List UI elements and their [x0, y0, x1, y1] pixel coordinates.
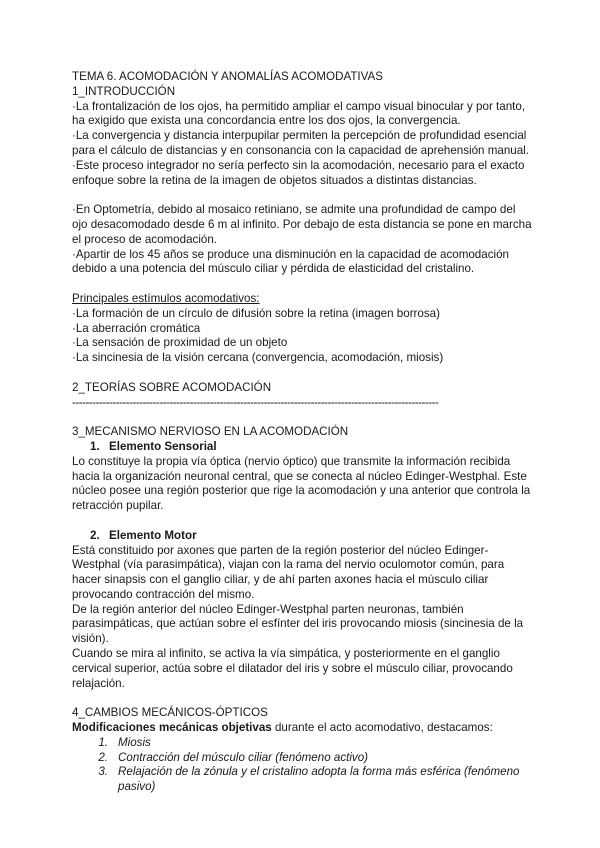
- subheading-number: 2.: [90, 528, 100, 542]
- stimulus-item: ·La formación de un círculo de difusión sobre la retina (imagen borrosa): [72, 306, 440, 320]
- list-number: 2.: [98, 750, 108, 764]
- intro-paragraph: ·Apartir de los 45 años se produce una disminución en la capacidad de acomodación debido a una potencia del músculo ciliar y pérdida de elasticidad del cristalino.: [72, 247, 509, 276]
- stimuli-heading: Principales estímulos acomodativos:: [72, 291, 260, 305]
- intro-paragraph: ·La convergencia y distancia interpupilar permiten la percepción de profundidad esencial para el cálculo de distancias y en consonancia con la capacidad de aprehensión manual.: [72, 129, 529, 157]
- section-2-divider: -------------------------------------------------------------------------------------------------------------: [72, 395, 439, 409]
- intro-paragraph: ·La frontalización de los ojos, ha permitido ampliar el campo visual binocular y por tanto, ha exigido que exista una concordancia entre los dos ojos, la convergencia.: [72, 99, 526, 128]
- section-4-heading: 4_CAMBIOS MECÁNICOS-ÓPTICOS: [72, 706, 268, 720]
- motor-paragraph: Está constituido por axones que parten de la región posterior del núcleo Edinger-Westphal (vía parasimpática), viajan con la rama del nervio oculomotor común, para hacer sinapsis con el ganglio ciliar, y de ahí parten axones hacia el músculo ciliar provocando contracción del mismo.: [72, 543, 505, 601]
- intro-rest-text: durante el acto acomodativo, destacamos:: [271, 721, 493, 735]
- list-number: 1.: [98, 735, 108, 749]
- list-text: Relajación de la zónula y el cristalino adopta la forma más esférica (fenómeno pasivo): [118, 765, 520, 794]
- subheading-title: Elemento Motor: [109, 528, 197, 542]
- document-title: TEMA 6. ACOMODACIÓN Y ANOMALÍAS ACOMODATIVAS: [72, 70, 383, 83]
- section-1-heading: 1_INTRODUCCIÓN: [72, 84, 176, 98]
- sensory-paragraph: Lo constituye la propia vía óptica (nervio óptico) que transmite la información recibida hacia la organización neuronal central, que se conecta al núcleo Edinger-Westphal. Este núcleo posee una región posterior que rige la acomodación y una anterior que controla la retracción pupilar.: [72, 454, 531, 513]
- subheading-number: 1.: [90, 439, 100, 453]
- stimulus-item: ·La sincinesia de la visión cercana (convergencia, acomodación, miosis): [72, 351, 444, 365]
- section-4-intro: [72, 721, 532, 736]
- subheading-motor: [90, 529, 532, 544]
- section-3-heading: 3_MECANISMO NERVIOSO EN LA ACOMODACIÓN: [72, 425, 349, 439]
- list-number: 3.: [98, 765, 108, 779]
- subheading-sensory: [90, 440, 532, 455]
- list-text: Miosis: [118, 735, 151, 749]
- motor-paragraph: Cuando se mira al infinito, se activa la vía simpática, y posteriormente en el ganglio cervical superior, actúa sobre el dilatador del iris y sobre el músculo ciliar, provocando relajación.: [72, 647, 513, 690]
- list-item: [72, 765, 532, 795]
- document-page: [72, 70, 532, 795]
- subheading-title: Elemento Sensorial: [109, 439, 217, 453]
- intro-paragraph: ·Este proceso integrador no sería perfecto sin la acomodación, necesario para el exacto enfoque sobre la retina de la imagen de objetos situados a distintas distancias.: [72, 158, 525, 187]
- stimulus-item: ·La aberración cromática: [72, 321, 201, 335]
- motor-paragraph: De la región anterior del núcleo Edinger-Westphal parten neuronas, también parasimpáticas, que actúan sobre el esfínter del iris provocando miosis (sincinesia de la visión).: [72, 602, 524, 646]
- list-item: [72, 736, 532, 751]
- list-text: Contracción del músculo ciliar (fenómeno activo): [118, 750, 369, 764]
- list-item: [72, 751, 532, 766]
- intro-paragraph: ·En Optometría, debido al mosaico retiniano, se admite una profundidad de campo del ojo desacomodado desde 6 m al infinito. Por debajo de esta distancia se pone en marcha el proceso de acomodación.: [72, 203, 532, 246]
- intro-bold-text: Modificaciones mecánicas objetivas: [72, 721, 272, 735]
- section-2-heading: 2_TEORÍAS SOBRE ACOMODACIÓN: [72, 380, 272, 394]
- stimulus-item: ·La sensación de proximidad de un objeto: [72, 336, 288, 350]
- mechanical-changes-list: [72, 736, 532, 795]
